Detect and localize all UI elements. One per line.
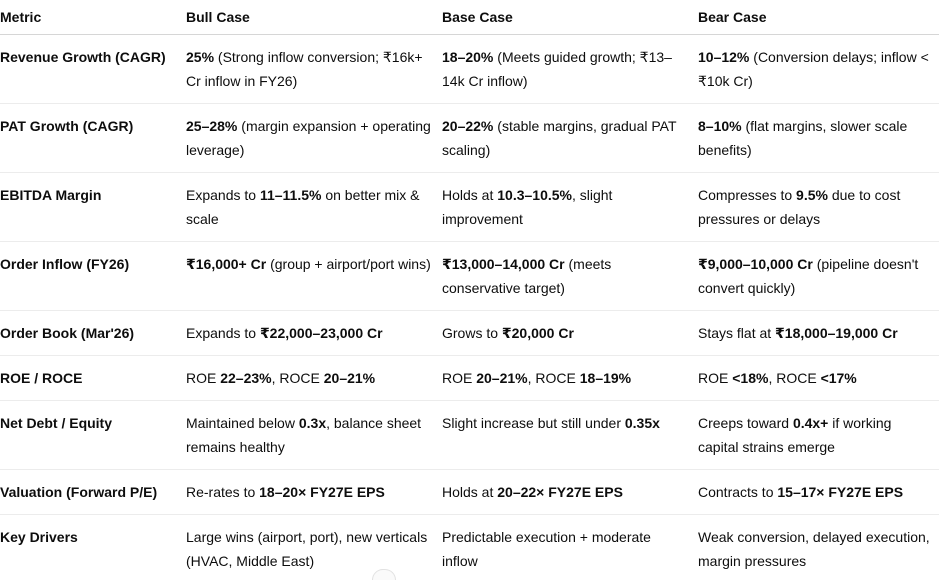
header-row xyxy=(0,0,939,35)
table-row xyxy=(0,173,939,242)
bull-cell: Large wins (airport, port), new verticals (HVAC, Middle East) xyxy=(186,515,442,583)
metric-cell: ROE / ROCE xyxy=(0,356,186,401)
header-metric: Metric xyxy=(0,0,186,35)
bear-cell: Stays flat at ₹18,000–19,000 Cr xyxy=(698,311,939,356)
metric-cell: PAT Growth (CAGR) xyxy=(0,104,186,173)
base-cell: 18–20% (Meets guided growth; ₹13–14k Cr inflow) xyxy=(442,35,698,104)
bull-cell: Expands to ₹22,000–23,000 Cr xyxy=(186,311,442,356)
table-row xyxy=(0,401,939,470)
bear-cell: Contracts to 15–17× FY27E EPS xyxy=(698,470,939,515)
bull-cell: ₹16,000+ Cr (group + airport/port wins) xyxy=(186,242,442,311)
header-base-case: Base Case xyxy=(442,0,698,35)
bear-cell: Creeps toward 0.4x+ if working capital strains emerge xyxy=(698,401,939,470)
table-row xyxy=(0,242,939,311)
base-cell: Holds at 10.3–10.5%, slight improvement xyxy=(442,173,698,242)
base-cell: 20–22% (stable margins, gradual PAT scaling) xyxy=(442,104,698,173)
table-row xyxy=(0,515,939,583)
table-row xyxy=(0,356,939,401)
bear-cell: ROE <18%, ROCE <17% xyxy=(698,356,939,401)
table-row xyxy=(0,311,939,356)
base-cell: ₹13,000–14,000 Cr (meets conservative target) xyxy=(442,242,698,311)
metric-cell: Net Debt / Equity xyxy=(0,401,186,470)
base-cell: Slight increase but still under 0.35x xyxy=(442,401,698,470)
base-cell: Predictable execution + moderate inflow xyxy=(442,515,698,583)
base-cell: Holds at 20–22× FY27E EPS xyxy=(442,470,698,515)
bear-cell: Compresses to 9.5% due to cost pressures or delays xyxy=(698,173,939,242)
bull-cell: ROE 22–23%, ROCE 20–21% xyxy=(186,356,442,401)
base-cell: ROE 20–21%, ROCE 18–19% xyxy=(442,356,698,401)
metric-cell: EBITDA Margin xyxy=(0,173,186,242)
metric-cell: Revenue Growth (CAGR) xyxy=(0,35,186,104)
header-bull-case: Bull Case xyxy=(186,0,442,35)
metric-cell: Valuation (Forward P/E) xyxy=(0,470,186,515)
bear-cell: 10–12% (Conversion delays; inflow < ₹10k Cr) xyxy=(698,35,939,104)
bull-cell: Expands to 11–11.5% on better mix & scale xyxy=(186,173,442,242)
bear-cell: ₹9,000–10,000 Cr (pipeline doesn't convert quickly) xyxy=(698,242,939,311)
bull-cell: 25% (Strong inflow conversion; ₹16k+ Cr inflow in FY26) xyxy=(186,35,442,104)
table-row xyxy=(0,470,939,515)
bull-cell: Maintained below 0.3x, balance sheet remains healthy xyxy=(186,401,442,470)
bull-cell: Re-rates to 18–20× FY27E EPS xyxy=(186,470,442,515)
metric-cell: Order Inflow (FY26) xyxy=(0,242,186,311)
metric-cell: Order Book (Mar'26) xyxy=(0,311,186,356)
bear-cell: 8–10% (flat margins, slower scale benefits) xyxy=(698,104,939,173)
bull-cell: 25–28% (margin expansion + operating leverage) xyxy=(186,104,442,173)
bear-cell: Weak conversion, delayed execution, margin pressures xyxy=(698,515,939,583)
metric-cell: Key Drivers xyxy=(0,515,186,583)
table-row xyxy=(0,104,939,173)
table-row xyxy=(0,35,939,104)
base-cell: Grows to ₹20,000 Cr xyxy=(442,311,698,356)
header-bear-case: Bear Case xyxy=(698,0,939,35)
